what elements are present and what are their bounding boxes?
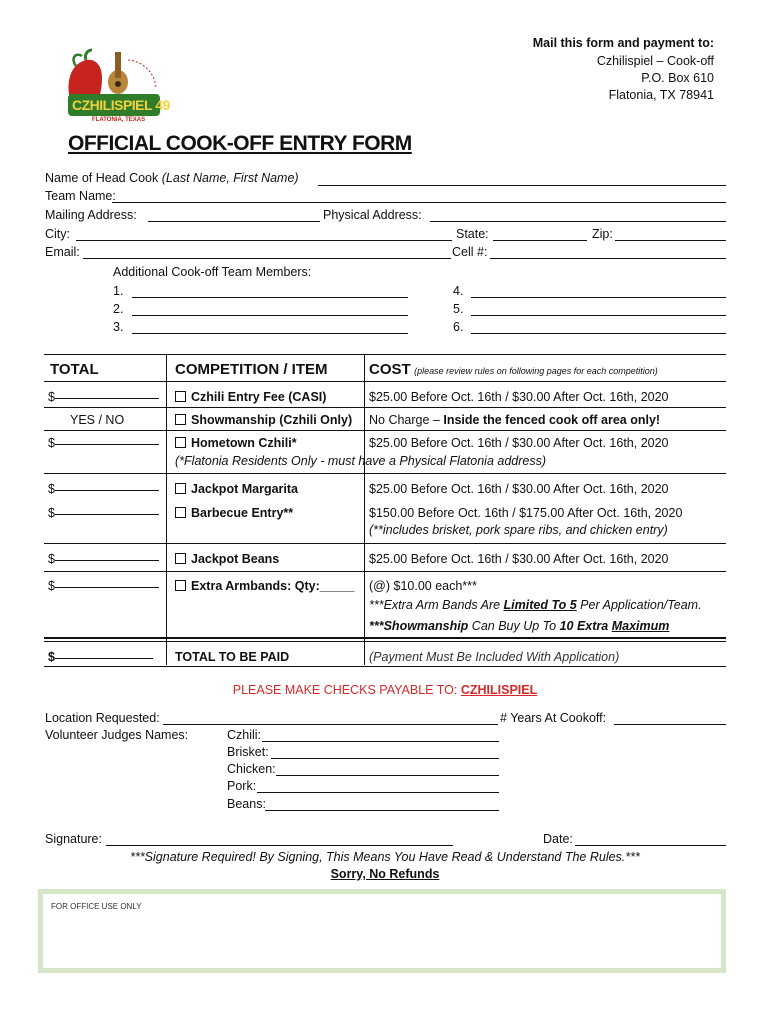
beans-checkbox[interactable] xyxy=(175,553,186,564)
total-amount[interactable]: $ xyxy=(48,650,153,664)
col-header-cost: COST (please review rules on following pages for each competition) xyxy=(369,361,658,378)
table-bottom-rule xyxy=(44,666,726,667)
beans-cost: $25.00 Before Oct. 16th / $30.00 After Oct. 16th, 2020 xyxy=(369,552,669,566)
row-rule xyxy=(44,571,726,572)
row-rule xyxy=(44,473,726,474)
years-label: # Years At Cookoff: xyxy=(500,711,607,725)
location-label: Location Requested: xyxy=(45,711,160,725)
hometown-amount[interactable]: $ xyxy=(48,436,159,450)
judges-label: Volunteer Judges Names: xyxy=(45,728,189,742)
head-cook-field[interactable] xyxy=(318,185,726,186)
years-field[interactable] xyxy=(614,724,726,725)
czhili-item[interactable]: Czhili Entry Fee (CASI) xyxy=(175,390,326,404)
member-field-2[interactable] xyxy=(132,315,408,316)
judge-beans-label: Beans: xyxy=(227,797,266,811)
office-use-box xyxy=(38,889,726,973)
date-field[interactable] xyxy=(575,845,726,846)
city-field[interactable] xyxy=(76,240,452,241)
hometown-checkbox[interactable] xyxy=(175,437,186,448)
hometown-cost: $25.00 Before Oct. 16th / $30.00 After Oct. 16th, 2020 xyxy=(369,436,669,450)
head-cook-label: Name of Head Cook (Last Name, First Name) xyxy=(45,171,299,185)
margarita-item[interactable]: Jackpot Margarita xyxy=(175,482,298,496)
judge-pork-label: Pork: xyxy=(227,779,257,793)
zip-label: Zip: xyxy=(592,227,613,241)
mailing-address-field[interactable] xyxy=(148,221,320,222)
office-use-label: FOR OFFICE USE ONLY xyxy=(51,902,142,911)
margarita-cost: $25.00 Before Oct. 16th / $30.00 After Oct. 16th, 2020 xyxy=(369,482,669,496)
member-field-1[interactable] xyxy=(132,297,408,298)
mail-line-2: P.O. Box 610 xyxy=(641,71,714,85)
judge-brisket-field[interactable] xyxy=(271,758,499,759)
armbands-checkbox[interactable] xyxy=(175,580,186,591)
bbq-checkbox[interactable] xyxy=(175,507,186,518)
signature-note: ***Signature Required! By Signing, This Means You Have Read & Understand The Rules.*** xyxy=(130,850,640,864)
zip-field[interactable] xyxy=(615,240,726,241)
state-label: State: xyxy=(456,227,489,241)
judge-czhili-field[interactable] xyxy=(262,741,499,742)
czhili-cost: $25.00 Before Oct. 16th / $30.00 After Oct. 16th, 2020 xyxy=(369,390,669,404)
row-rule xyxy=(44,430,726,431)
armbands-cost: (@) $10.00 each*** xyxy=(369,579,477,593)
table-top-rule xyxy=(44,354,726,355)
logo-graphic xyxy=(62,44,166,128)
armbands-note-2: ***Showmanship Can Buy Up To 10 Extra Maximum xyxy=(369,619,670,633)
showmanship-cost: No Charge – Inside the fenced cook off area only! xyxy=(369,413,661,427)
member-field-3[interactable] xyxy=(132,333,408,334)
hometown-item[interactable]: Hometown Czhili* xyxy=(175,436,297,450)
col-header-item: COMPETITION / ITEM xyxy=(175,361,328,378)
checks-payable: PLEASE MAKE CHECKS PAYABLE TO: CZHILISPIEL xyxy=(232,683,538,697)
row-rule xyxy=(44,407,726,408)
member-number-6: 6. xyxy=(453,320,464,334)
header-rule xyxy=(44,381,726,382)
judge-beans-field[interactable] xyxy=(265,810,499,811)
email-label: Email: xyxy=(45,245,80,259)
judge-brisket-label: Brisket: xyxy=(227,745,269,759)
bbq-cost: $150.00 Before Oct. 16th / $175.00 After Oct. 16th, 2020 xyxy=(369,506,683,520)
showmanship-checkbox[interactable] xyxy=(175,414,186,425)
member-number-3: 3. xyxy=(113,320,124,334)
member-field-6[interactable] xyxy=(471,333,726,334)
margarita-checkbox[interactable] xyxy=(175,483,186,494)
mailing-address-label: Mailing Address: xyxy=(45,208,137,222)
czhili-amount[interactable]: $ xyxy=(48,390,159,404)
member-number-2: 2. xyxy=(113,302,124,316)
bbq-item[interactable]: Barbecue Entry** xyxy=(175,506,293,520)
beans-amount[interactable]: $ xyxy=(48,552,159,566)
cell-label: Cell #: xyxy=(452,245,488,259)
city-label: City: xyxy=(45,227,70,241)
judge-chicken-field[interactable] xyxy=(276,775,499,776)
hometown-note: (*Flatonia Residents Only - must have a Physical Flatonia address) xyxy=(175,454,546,468)
judge-pork-field[interactable] xyxy=(257,792,499,793)
team-name-field[interactable] xyxy=(112,202,726,203)
signature-field[interactable] xyxy=(106,845,453,846)
logo-subtext: FLATONIA, TEXAS xyxy=(92,117,146,123)
total-note: (Payment Must Be Included With Application) xyxy=(369,650,620,664)
armbands-amount[interactable]: $ xyxy=(48,579,159,593)
col-divider-2 xyxy=(364,355,365,665)
showmanship-yes-no[interactable]: YES / NO xyxy=(70,413,125,427)
total-label: TOTAL TO BE PAID xyxy=(175,650,290,664)
signature-label: Signature: xyxy=(45,832,102,846)
member-number-4: 4. xyxy=(453,284,464,298)
member-field-4[interactable] xyxy=(471,297,726,298)
row-rule xyxy=(44,641,726,642)
member-number-1: 1. xyxy=(113,284,124,298)
cell-field[interactable] xyxy=(490,258,726,259)
bbq-note: (**includes brisket, pork spare ribs, and chicken entry) xyxy=(369,523,668,537)
member-field-5[interactable] xyxy=(471,315,726,316)
date-label: Date: xyxy=(543,832,573,846)
showmanship-item[interactable]: Showmanship (Czhili Only) xyxy=(175,413,352,427)
col-divider-1 xyxy=(166,355,167,665)
logo-text: CZHILISPIEL 49 xyxy=(72,97,170,113)
email-field[interactable] xyxy=(83,258,451,259)
czhilispiel-logo xyxy=(62,44,170,128)
team-name-label: Team Name: xyxy=(45,189,116,203)
row-rule xyxy=(44,637,726,639)
col-header-total: TOTAL xyxy=(50,361,99,378)
row-rule xyxy=(44,543,726,544)
team-members-label: Additional Cook-off Team Members: xyxy=(113,265,312,279)
czhili-checkbox[interactable] xyxy=(175,391,186,402)
physical-address-field[interactable] xyxy=(430,221,726,222)
judge-chicken-label: Chicken: xyxy=(227,762,276,776)
bbq-amount[interactable]: $ xyxy=(48,506,159,520)
margarita-amount[interactable]: $ xyxy=(48,482,159,496)
beans-item[interactable]: Jackpot Beans xyxy=(175,552,279,566)
refunds-note: Sorry, No Refunds xyxy=(330,867,440,881)
armbands-note-1: ***Extra Arm Bands Are Limited To 5 Per Application/Team. xyxy=(369,598,702,612)
physical-address-label: Physical Address: xyxy=(323,208,422,222)
armbands-item[interactable]: Extra Armbands: Qty:_____ xyxy=(175,579,355,593)
member-number-5: 5. xyxy=(453,302,464,316)
mail-heading: Mail this form and payment to: xyxy=(532,36,714,50)
mail-line-3: Flatonia, TX 78941 xyxy=(608,88,714,102)
page-title: OFFICIAL COOK-OFF ENTRY FORM xyxy=(68,132,412,155)
location-field[interactable] xyxy=(163,724,498,725)
mail-line-1: Czhilispiel – Cook-off xyxy=(596,54,714,68)
state-field[interactable] xyxy=(493,240,587,241)
judge-czhili-label: Czhili: xyxy=(227,728,262,742)
